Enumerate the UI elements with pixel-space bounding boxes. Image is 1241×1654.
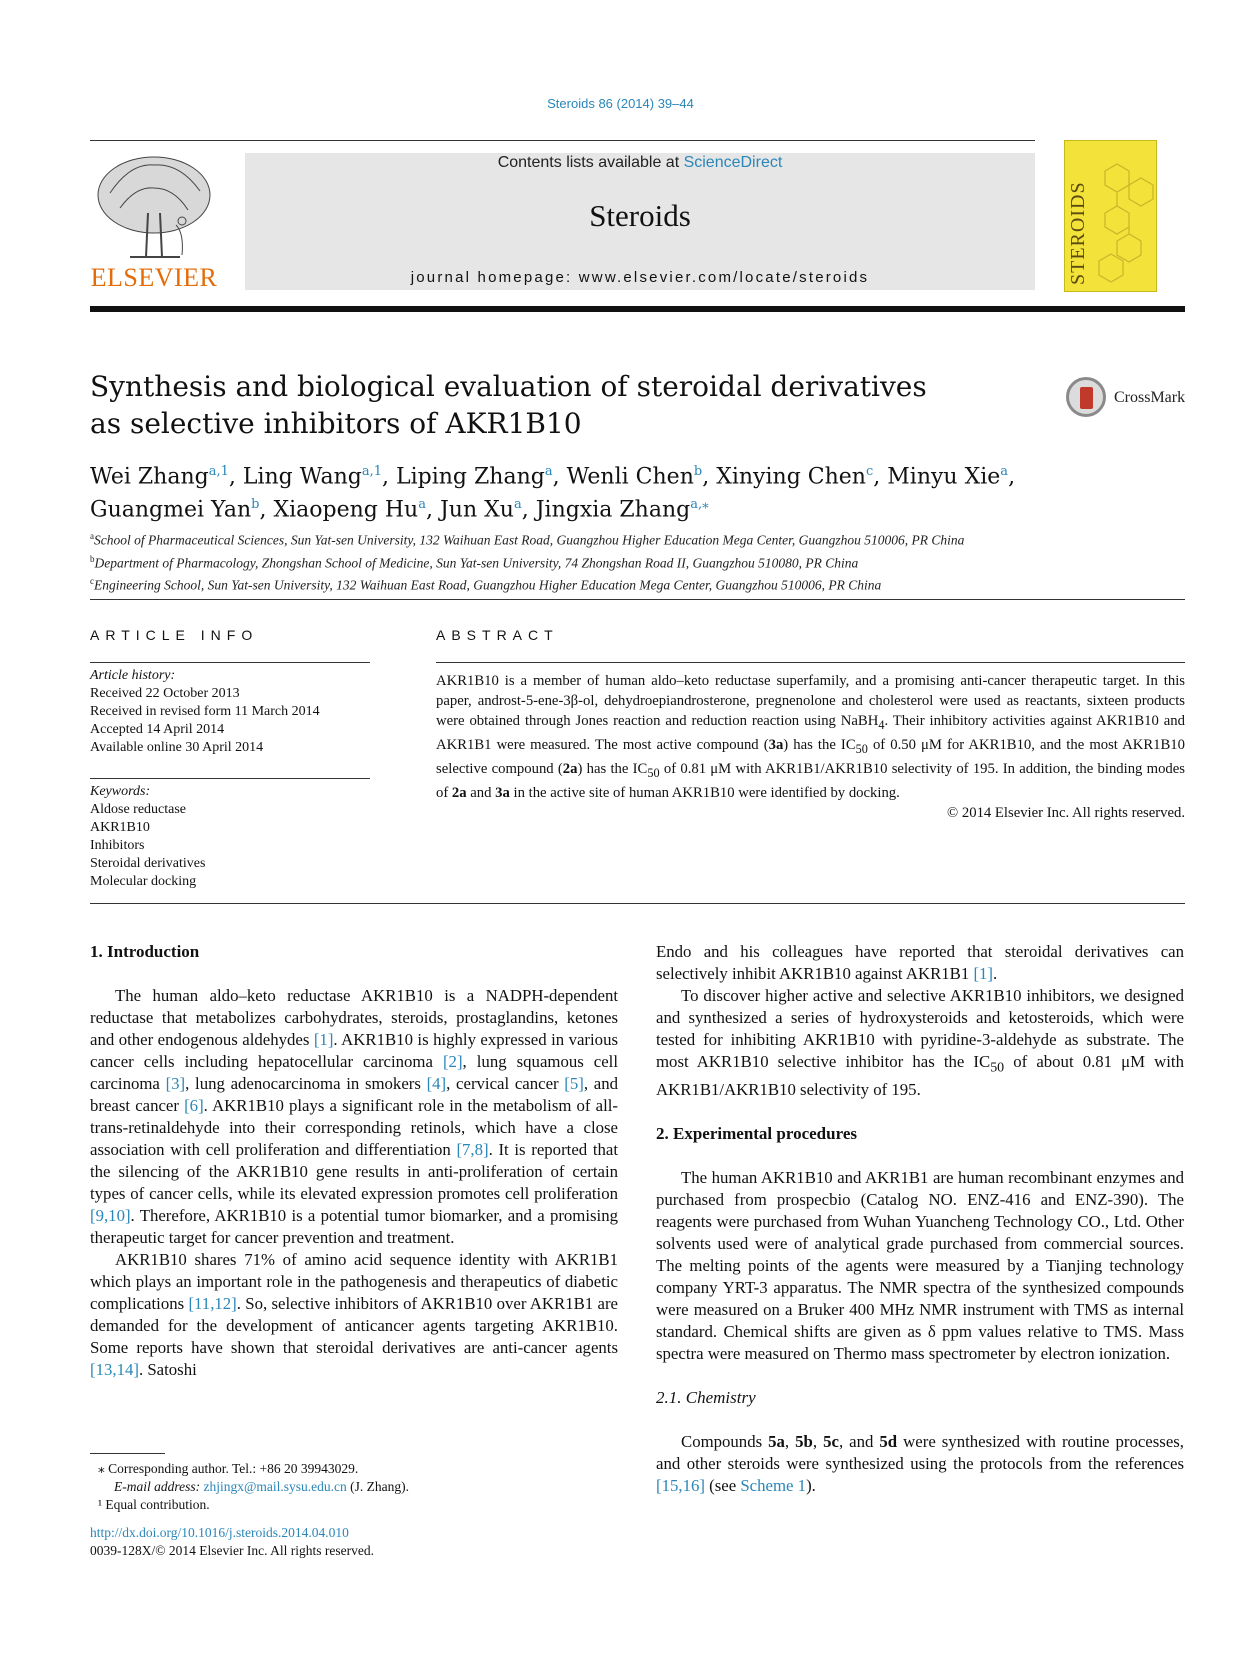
- contents-prefix: Contents lists available at: [497, 154, 684, 171]
- affiliation-item: [90, 527, 1185, 550]
- article-info-heading: ARTICLE INFO: [90, 627, 259, 643]
- footnotes: [90, 1460, 618, 1514]
- history-item: Available online 30 April 2014: [90, 740, 264, 755]
- journal-title: Steroids: [589, 198, 691, 233]
- email-note: E-mail address: zhjingx@mail.sysu.edu.cn (J. Zhang).: [114, 1479, 410, 1494]
- chemistry-paragraph: Compounds 5a, 5b, 5c, and 5d were synthesized with routine processes, and other steroids were synthesized using the protocols from the references [15,16] (see Scheme 1).: [656, 1432, 1184, 1496]
- right-column: [656, 941, 1184, 1497]
- author-line-1: [90, 458, 1100, 491]
- author-affiliation-marker[interactable]: b: [693, 464, 703, 479]
- cover-title: STEROIDS: [1067, 181, 1089, 285]
- reference-link[interactable]: [15,16]: [656, 1476, 705, 1496]
- left-column: [90, 941, 618, 1381]
- author-affiliation-marker[interactable]: a,⁎: [690, 497, 709, 513]
- affiliation-key: c: [90, 576, 94, 586]
- keyword-item: AKR1B10: [90, 820, 150, 835]
- keyword-item: Molecular docking: [90, 874, 197, 889]
- corresponding-author-note: ⁎ Corresponding author. Tel.: +86 20 39943029.: [98, 1461, 359, 1476]
- body-rule: [90, 903, 1185, 904]
- issn-line: 0039-128X/© 2014 Elsevier Inc. All rights reserved.: [90, 1543, 374, 1558]
- right-paragraph-2: To discover higher active and selective AKR1B10 inhibitors, we designed and synthesized a series of hydroxysteroids and ketosteroids, which were tested for inhibiting AKR1B10 with pyridine-3-aldehyde as substrate. The most AKR1B10 selective inhibitor has the $IC_{50}$ of about 0.81 μM with AKR1B1/AKR1B10 selectivity of 195.: [656, 986, 1184, 1100]
- reference-link[interactable]: [4]: [426, 1074, 447, 1093]
- intro-paragraph-1: The human aldo–keto reductase AKR1B10 is a NADPH-dependent reductase that metabolizes carbohydrates, steroids, prostaglandins, ketones and other endogenous aldehydes [1]. AKR1B10 is highly expressed in various cancer cells including hepatocellular carcinoma [2], lung squamous cell carcinoma [3], lung adenocarcinoma in smokers [4], cervical cancer [5], and breast cancer [6]. AKR1B10 plays a significant role in the metabolism of all-trans-retinaldehyde into their corresponding retinols, which have a close association with cell proliferation and differentiation [7,8]. It is reported that the silencing of the AKR1B10 gene results in anti-proliferation of certain types of cancer cells, while its elevated expression promotes cell proliferation [9,10]. Therefore, AKR1B10 is a potential tumor biomarker, and a promising therapeutic target for cancer prevention and treatment.: [90, 986, 618, 1247]
- affiliation-text: Department of Pharmacology, Zhongshan School of Medicine, Sun Yat-sen University, 74 Zhongshan Road II, Guangzhou 510080, PR China: [94, 555, 859, 570]
- reference-link[interactable]: [13,14]: [90, 1360, 139, 1379]
- reference-link[interactable]: [9,10]: [90, 1206, 131, 1225]
- author-affiliation-marker[interactable]: a,1: [361, 464, 382, 479]
- abstract-heading: ABSTRACT: [436, 627, 559, 643]
- reference-link[interactable]: [7,8]: [456, 1140, 489, 1159]
- affiliation-text: Engineering School, Sun Yat-sen University, 132 Waihuan East Road, Guangzhou Higher Education Mega Center, Guangzhou 510006, PR China: [94, 577, 882, 593]
- history-list: [90, 685, 370, 757]
- author-separator: ,: [381, 464, 396, 490]
- section-introduction-heading: 1. Introduction: [90, 942, 200, 961]
- author-affiliation-marker[interactable]: a: [418, 497, 426, 513]
- elsevier-tree-icon: [90, 153, 218, 265]
- contents-line: [245, 153, 1035, 173]
- author-name[interactable]: Xinying Chen: [716, 464, 866, 490]
- header-rule: [90, 140, 1035, 141]
- section-chemistry-heading: 2.1. Chemistry: [656, 1388, 756, 1408]
- history-item: Received in revised form 11 March 2014: [90, 704, 320, 719]
- keywords-label: Keywords:: [90, 784, 151, 799]
- author-separator: ,: [228, 464, 243, 490]
- intro-paragraph-2: AKR1B10 shares 71% of amino acid sequence identity with AKR1B1 which plays an important role in the pathogenesis and therapeutics of diabetic complications [11,12]. So, selective inhibitors of AKR1B10 over AKR1B1 are demanded for the development of anticancer agents targeting AKR1B10. Some reports have shown that steroidal derivatives are anti-cancer agents [13,14]. Satoshi: [90, 1250, 618, 1379]
- equal-contribution-note: ¹ Equal contribution.: [98, 1497, 210, 1512]
- author-list: [90, 458, 1100, 525]
- email-link[interactable]: zhjingx@mail.sysu.edu.cn: [203, 1479, 347, 1494]
- author-separator: ,: [702, 464, 717, 490]
- experimental-paragraph: The human AKR1B10 and AKR1B1 are human recombinant enzymes and purchased from prospecbio (Catalog NO. ENZ-416 and ENZ-390). The reagents were purchased from Wuhan Yuancheng Technology CO., Ltd. Other solvents used were of analytical grade purchased from commercial sources. The melting points of the agents were measured by a Tianjing technology company YRT-3 apparatus. The NMR spectra of the synthesized compounds were measured on a Bruker 400 MHz NMR instrument with TMS as internal standard. Chemical shifts are given as δ ppm values relative to TMS. Mass spectra were measured on Thermo mass spectrometer by electron ionization.: [656, 1168, 1184, 1364]
- history-item: Accepted 14 April 2014: [90, 722, 225, 737]
- reference-link[interactable]: [1]: [313, 1030, 334, 1049]
- affiliation-key: a: [90, 531, 94, 541]
- sciencedirect-link[interactable]: ScienceDirect: [683, 154, 783, 171]
- journal-cover[interactable]: [1064, 140, 1157, 292]
- author-separator: ,: [425, 497, 440, 523]
- reference-link[interactable]: [11,12]: [188, 1294, 237, 1313]
- affiliations: [90, 527, 1185, 595]
- crossmark-label: CrossMark: [1114, 389, 1186, 406]
- author-name[interactable]: Xiaopeng Hu: [273, 497, 419, 523]
- author-separator: ,: [521, 497, 536, 523]
- header-thick-rule: [90, 306, 1185, 312]
- footnote-rule: [90, 1453, 165, 1454]
- scheme-link[interactable]: Scheme 1: [740, 1476, 807, 1496]
- author-separator: ,: [873, 464, 888, 490]
- reference-link[interactable]: [2]: [442, 1052, 463, 1071]
- author-name[interactable]: Minyu Xie: [887, 464, 1001, 490]
- keywords-list: [90, 801, 370, 891]
- author-affiliation-marker[interactable]: c: [865, 464, 874, 479]
- author-separator: ,: [259, 497, 274, 523]
- crossmark-icon: [1066, 377, 1106, 417]
- keywords-rule: [90, 778, 370, 779]
- author-line-2: [90, 491, 1100, 524]
- author-affiliation-marker[interactable]: a: [1000, 464, 1009, 479]
- reference-link[interactable]: [3]: [165, 1074, 186, 1093]
- doi-link[interactable]: http://dx.doi.org/10.1016/j.steroids.2014.04.010: [90, 1525, 349, 1540]
- article-info-rule: [90, 662, 370, 663]
- author-name[interactable]: Guangmei Yan: [90, 497, 252, 523]
- keyword-item: Aldose reductase: [90, 802, 187, 817]
- journal-homepage-link[interactable]: journal homepage: www.elsevier.com/locate/steroids: [410, 269, 870, 286]
- affiliation-rule: [90, 599, 1185, 600]
- elsevier-logo[interactable]: [90, 153, 218, 293]
- history-item: Received 22 October 2013: [90, 686, 240, 701]
- right-paragraph-1: Endo and his colleagues have reported that steroidal derivatives can selectively inhibit AKR1B10 against AKR1B1 [1].: [656, 942, 1184, 983]
- abstract-text: [436, 671, 1185, 823]
- reference-link[interactable]: [5]: [564, 1074, 584, 1093]
- author-affiliation-marker[interactable]: a: [513, 497, 522, 513]
- elsevier-wordmark: ELSEVIER: [90, 263, 218, 292]
- affiliation-text: School of Pharmaceutical Sciences, Sun Yat-sen University, 132 Waihuan East Road, Guangzhou Higher Education Mega Center, Guangzhou 510006, PR China: [94, 532, 965, 548]
- journal-banner: [245, 153, 1035, 290]
- author-name[interactable]: Jun Xu: [439, 497, 514, 523]
- author-separator: ,: [552, 464, 567, 490]
- affiliation-item: [90, 550, 1185, 573]
- abstract-rule: [436, 662, 1185, 663]
- journal-citation[interactable]: Steroids 86 (2014) 39–44: [547, 96, 694, 111]
- crossmark-badge[interactable]: [1066, 377, 1190, 421]
- title-line-1: Synthesis and biological evaluation of steroidal derivatives: [90, 370, 927, 403]
- title-line-2: as selective inhibitors of AKR1B10: [90, 407, 582, 440]
- article-title: [90, 368, 970, 442]
- keywords-block: [90, 783, 370, 891]
- author-affiliation-marker[interactable]: a: [544, 464, 553, 479]
- affiliation-key: b: [90, 553, 95, 564]
- author-separator: ,: [1008, 464, 1016, 490]
- history-label: Article history:: [90, 668, 176, 683]
- affiliation-item: [90, 572, 1185, 595]
- author-name[interactable]: Wei Zhang: [90, 464, 209, 490]
- reference-link[interactable]: [1]: [973, 964, 994, 983]
- author-name[interactable]: Jingxia Zhang: [535, 497, 691, 523]
- section-experimental-heading: 2. Experimental procedures: [656, 1124, 857, 1144]
- author-affiliation-marker[interactable]: a,1: [208, 464, 229, 479]
- keyword-item: Inhibitors: [90, 838, 145, 853]
- author-name[interactable]: Wenli Chen: [566, 464, 694, 490]
- abstract-copyright: © 2014 Elsevier Inc. All rights reserved.: [947, 804, 1185, 821]
- author-affiliation-marker[interactable]: b: [251, 497, 260, 513]
- author-name[interactable]: Ling Wang: [242, 464, 362, 490]
- reference-link[interactable]: [6]: [184, 1096, 204, 1115]
- doi-block: [90, 1524, 618, 1560]
- article-history: [90, 667, 370, 757]
- keyword-item: Steroidal derivatives: [90, 856, 206, 871]
- author-name[interactable]: Liping Zhang: [395, 464, 545, 490]
- abstract-body: AKR1B10 is a member of human aldo–keto reductase superfamily, and a promising anti-cancer therapeutic target. In this paper, androst-5-ene-3β-ol, dehydroepiandrosterone, pregnenolone and cholesterol were used as reactants, sixteen products were obtained through Jones reaction and reduction reaction using NaBH$_4$. Their inhibitory activities against AKR1B10 and AKR1B1 were measured. The most active compound (3a) has the $IC_{50}$ of 0.50 μM for AKR1B10, and the most AKR1B10 selective compound (2a) has the $IC_{50}$ of 0.81 μM with AKR1B1/AKR1B10 selectivity of 195. In addition, the binding modes of 2a and 3a in the active site of human AKR1B10 were identified by docking.: [436, 673, 1186, 801]
